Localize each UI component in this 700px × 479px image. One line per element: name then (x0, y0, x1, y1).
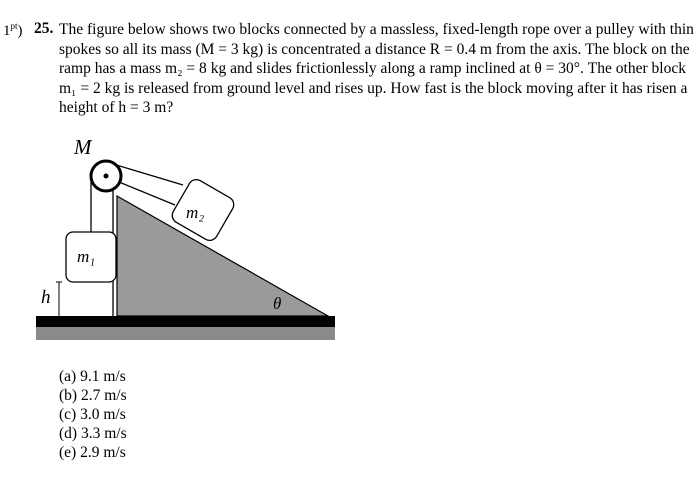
choice-a[interactable]: (a) 9.1 m/s (59, 368, 126, 385)
label-h: h (41, 287, 51, 308)
label-m2: m₂ (186, 203, 205, 222)
answer-choices (59, 367, 127, 462)
pulley-axle (104, 174, 109, 179)
question-line-4: m₁ = 2 kg is released from ground level and rises up. How fast is the block moving after it has risen a (59, 79, 688, 97)
points-label: $1^{pt}$) (3, 21, 23, 39)
label-theta: θ (273, 294, 282, 313)
ground (36, 316, 335, 327)
choice-c[interactable]: (c) 3.0 m/s (59, 406, 126, 423)
label-M: M (74, 135, 92, 159)
label-m1: m₁ (77, 247, 96, 266)
choice-d[interactable]: (d) 3.3 m/s (59, 425, 127, 442)
choice-b[interactable]: (b) 2.7 m/s (59, 387, 127, 404)
question-line-1: The figure below shows two blocks connected by a massless, fixed-length rope over a pulley with thin (59, 21, 694, 38)
question-line-3: ramp has a mass m₂ = 8 kg and slides frictionlessly along a ramp inclined at θ = 30°. The other block (59, 60, 686, 77)
question-line-5: height of h = 3 m? (59, 99, 174, 116)
question-line-2: spokes so all its mass (M = 3 kg) is concentrated a distance R = 0.4 m from the axis. The block on the (59, 40, 690, 58)
question-number: 25. (34, 20, 54, 37)
choice-e[interactable]: (e) 2.9 m/s (59, 444, 126, 461)
